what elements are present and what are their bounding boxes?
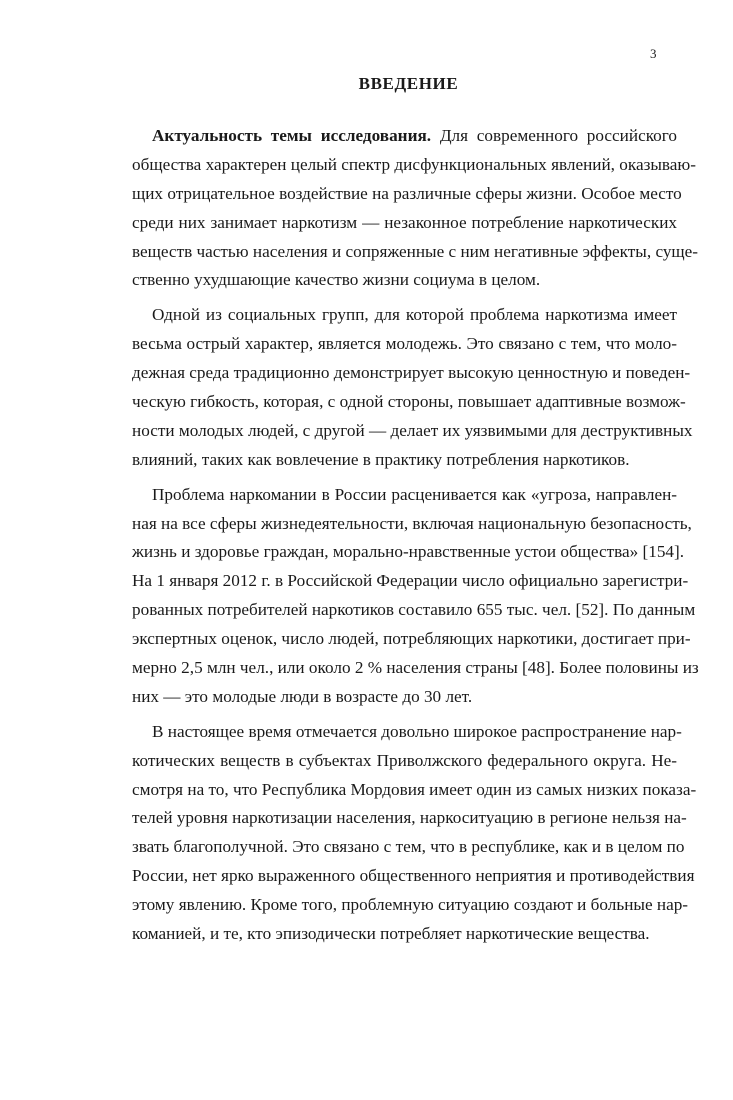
paragraph-line: В настоящее время отмечается довольно широкое распространение нар- xyxy=(152,721,682,741)
paragraph-line: Проблема наркомании в России расценивается как «угроза, направлен- xyxy=(152,484,677,504)
page-number: 3 xyxy=(650,46,657,61)
paragraph-line: ческую гибкость, которая, с одной стороны, повышает адаптивные возмож- xyxy=(132,392,686,412)
paragraph-line: веществ частью населения и сопряженные с ним негативные эффекты, суще- xyxy=(132,241,699,261)
paragraph-line: Актуальность темы исследования. Для современного российского xyxy=(152,126,677,145)
paragraph-line: ственно ухудшающие качество жизни социума в целом. xyxy=(132,270,541,290)
paragraph-line: телей уровня наркотизации населения, наркоситуацию в регионе нельзя на- xyxy=(132,808,687,828)
paragraph-line: влияний, таких как вовлечение в практику потребления наркотиков. xyxy=(132,449,630,469)
paragraph-line: жизнь и здоровье граждан, морально-нравственные устои общества» [154]. xyxy=(132,542,685,562)
lead-in-bold: Актуальность темы исследования. xyxy=(152,126,432,145)
paragraph-line: котических веществ в субъектах Приволжского федерального округа. Не- xyxy=(132,750,677,770)
page-title: ВВЕДЕНИЕ xyxy=(358,74,459,93)
paragraph-4 xyxy=(132,718,697,949)
paragraph-line: ная на все сферы жизнедеятельности, включая национальную безопасность, xyxy=(132,513,692,533)
paragraph-line: мерно 2,5 млн чел., или около 2 % населения страны [48]. Более половины из xyxy=(132,658,699,678)
paragraph-line: дежная среда традиционно демонстрирует высокую ценностную и поведен- xyxy=(132,363,691,383)
paragraph-line: экспертных оценок, число людей, потребляющих наркотики, достигает при- xyxy=(132,629,691,649)
paragraph-line: рованных потребителей наркотиков составило 655 тыс. чел. [52]. По данным xyxy=(132,600,696,620)
paragraph-line: этому явлению. Кроме того, проблемную ситуацию создают и больные нар- xyxy=(132,895,689,915)
paragraph-2 xyxy=(132,301,693,474)
paragraph-line: щих отрицательное воздействие на различные сферы жизни. Особое место xyxy=(132,183,682,203)
paragraph-line: Одной из социальных групп, для которой проблема наркотизма имеет xyxy=(152,305,677,325)
paragraph-line: весьма острый характер, является молодежь. Это связано с тем, что моло- xyxy=(132,334,677,354)
paragraph-line: смотря на то, что Республика Мордовия имеет один из самых низких показа- xyxy=(132,779,697,799)
paragraph-line: России, нет ярко выраженного общественного неприятия и противодействия xyxy=(132,866,695,886)
document-body xyxy=(132,122,699,949)
paragraph-line: них — это молодые люди в возрасте до 30 лет. xyxy=(132,686,473,706)
paragraph-line: команией, и те, кто эпизодически потребляет наркотические вещества. xyxy=(132,924,650,944)
paragraph-line: На 1 января 2012 г. в Российской Федерации число официально зарегистри- xyxy=(132,571,689,591)
paragraph-line: среди них занимает наркотизм — незаконное потребление наркотических xyxy=(132,212,677,232)
paragraph-line: звать благополучной. Это связано с тем, что в республике, как и в целом по xyxy=(132,837,685,857)
paragraph-line: общества характерен целый спектр дисфункциональных явлений, оказываю- xyxy=(132,154,696,174)
paragraph-1 xyxy=(132,122,699,295)
paragraph-line: ности молодых людей, с другой — делает их уязвимыми для деструктивных xyxy=(132,420,693,440)
paragraph-3 xyxy=(132,481,699,712)
